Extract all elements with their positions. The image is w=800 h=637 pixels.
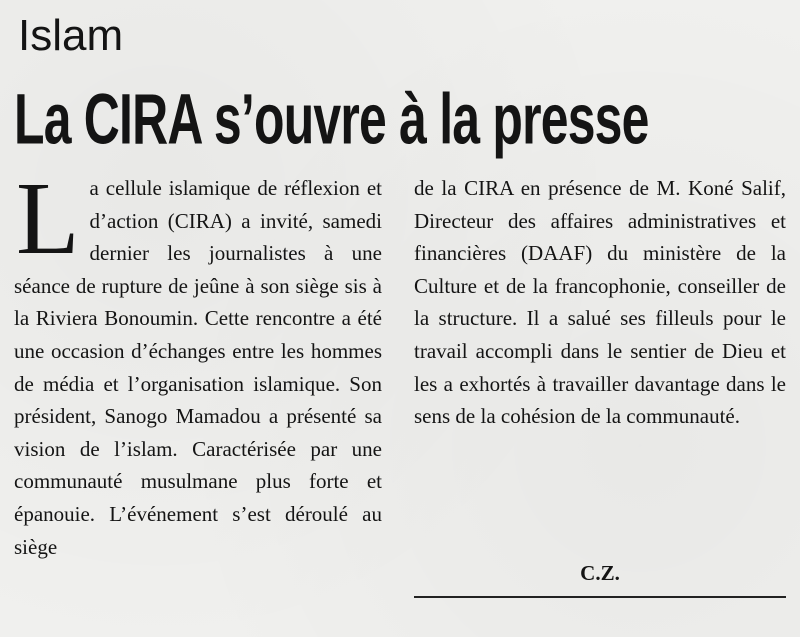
column-right-text: de la CIRA en présence de M. Koné Salif, Directeur des affaires administratives et financières (DAAF) du ministère de la Culture et de la francophonie, conseiller de la structure. Il a salué ses filleuls pour le travail accompli dans le sentier de Dieu et les a exhortés à travailler davantage dans le sens de la cohésion de la communauté. — [414, 176, 786, 429]
headline: La CIRA s’ouvre à la presse — [14, 78, 649, 160]
section-kicker: Islam — [18, 11, 124, 60]
column-left-text: a cellule islamique de réflexion et d’action (CIRA) a invité, samedi dernier les journalistes à une séance de rupture de jeûne à son siège sis à la Riviera Bonoumin. Cette rencontre a été une occasion d’échanges entre les hommes de média et l’organisation islamique. Son président, Sanogo Mamadou a présenté sa vision de l’islam. Caractérisée par une communauté musulmane plus forte et épanouie. L’événement s’est déroulé au siège — [14, 176, 382, 559]
article-column-left — [14, 161, 382, 563]
drop-cap: L — [16, 161, 80, 276]
author-signature: C.Z. — [580, 561, 620, 585]
end-rule — [414, 596, 786, 598]
article-column-right — [414, 172, 786, 433]
